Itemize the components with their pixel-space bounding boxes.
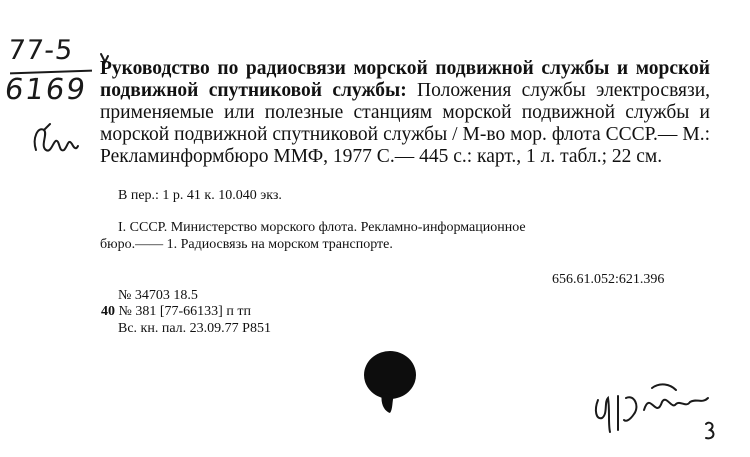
registry-text: № 381 [77-66133] п тп (115, 304, 251, 319)
bibliographic-entry (100, 58, 710, 168)
handwritten-code-bottom: 6169 (2, 72, 90, 106)
price-line: В пер.: 1 р. 41 к. 10.040 экз. (118, 188, 282, 203)
chamber-date-line: Вс. кн. пал. 23.09.77 Р851 (118, 321, 271, 336)
registry-line (101, 303, 251, 320)
subject-headings (100, 219, 730, 253)
udc-index: 656.61.052:621.396 (552, 272, 665, 287)
accession-number: № 34703 18.5 (118, 288, 198, 303)
subject-line-2: бюро.—— 1. Радиосвязь на морском транспорте. (100, 237, 393, 252)
ink-blot (360, 345, 422, 415)
entry-body: Положения службы электросвязи, применяемые или полезные станциям морской подвижной службы и морской подвижной спутниковой службы / М-во мор. флота СССР.— М.: Рекламинформбюро ММФ, 1977 С.— 445 с.: карт., 1 л. табл.; 22 см. (100, 80, 710, 167)
handwritten-code-top: 77-5 (6, 35, 75, 66)
handwritten-initials-left (30, 120, 80, 160)
entry-title: Руководство по радиосвязи морской подвижной службы и морской подвижной спутниковой службы: (100, 58, 710, 101)
subject-line-1: I. СССР. Министерство морского флота. Рекламно-информационное (118, 220, 526, 235)
handwritten-signature (590, 380, 740, 452)
registry-prefix: 40 (101, 304, 115, 319)
